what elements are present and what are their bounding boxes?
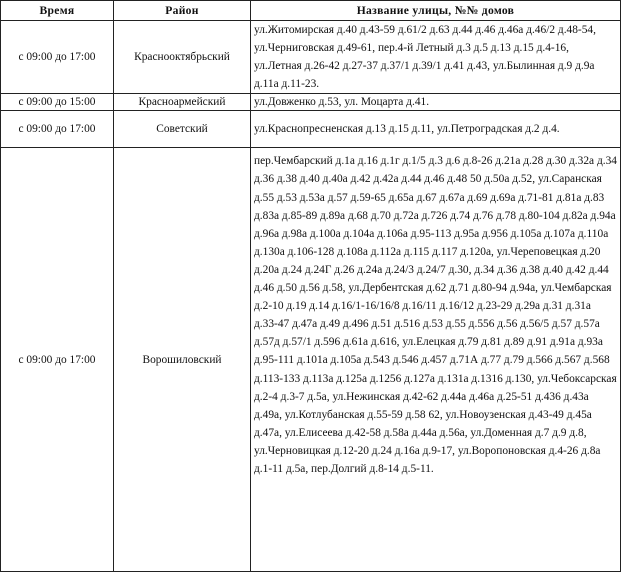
time-cell: с 09:00 до 17:00 <box>1 21 114 94</box>
table-row <box>1 148 621 572</box>
streets-cell: пер.Чембарский д.1а д.16 д.1г д.1/5 д.3 д.6 д.8-26 д.21а д.28 д.30 д.32а д.34 д.36 д.38 д.40 д.40а д.42 д.42а д.44 д.46 д.48 50 д.50а д.52, ул.Саранская д.55 д.53 д.53а д.57 д.59-65 д.65а д.67 д.67а д.69 д.69а д.71-81 д.81а д.83 д.83а д.85-89 д.89а д.68 д.70 д.72а д.726 д.74 д.76 д.78 д.80-104 д.82а д.94а д.96а д.98а д.100а д.104а д.106а д.95-113 д.95а д.956 д.105а д.107а д.110а д.130а д.106-128 д.108а д.112а д.115 д.117 д.120а, ул.Череповецкая д.20 д.20а д.24 д.24Г д.26 д.24а д.24/3 д.24/7 д.30, д.34 д.36 д.38 д.40 д.42 д.44 д.46 д.50 д.56 д.58, ул.Дербентская д.62 д.71 д.80-94 д.94а, ул.Чембарская д.2-10 д.19 д.14 д.16/1-16/16/8 д.16/11 д.16/12 д.23-29 д.29а д.31 д.31а д.33-47 д.47а д.49 д.496 д.51 д.516 д.53 д.55 д.556 д.56 д.56/5 д.57 д.57а д.57д д.57/1 д.596 д.61а д.616, ул.Елецкая д.79 д.81 д.89 д.91 д.91а д.93а д.95-111 д.101а д.105а д.543 д.546 д.457 д.71А д.77 д.79 д.566 д.567 д.568 д.113-133 д.113а д.125а д.1256 д.127а д.131а д.1316 д.130, ул.Чебоксарская д.2-4 д.3-7 д.5а, ул.Нежинская д.42-62 д.44а д.46а д.25-51 д.436 д.43а д.49а, ул.Котлубанская д.55-59 д.58 62, ул.Новоузенская д.43-49 д.45а д.47а, ул.Елисеева д.42-58 д.58а д.44а д.56а, ул.Доменная д.7 д.9 д.8, ул.Черновицкая д.12-20 д.24 д.16а д.9-17, ул.Воропоновская д.4-26 д.8а д.1-11 д.5а, пер.Долгий д.8-14 д.5-11. <box>251 148 621 572</box>
district-cell: Краснооктябрьский <box>114 21 251 94</box>
time-cell: с 09:00 до 15:00 <box>1 94 114 111</box>
district-cell: Советский <box>114 111 251 148</box>
time-cell: с 09:00 до 17:00 <box>1 111 114 148</box>
table-row <box>1 111 621 148</box>
streets-cell: ул.Житомирская д.40 д.43-59 д.61/2 д.63 д.44 д.46 д.46а д.46/2 д.48-54, ул.Черниговская д.49-61, пер.4-й Летный д.3 д.5 д.13 д.15 д.4-16, ул.Летная д.26-42 д.27-37 д.37/1 д.39/1 д.41 д.43, ул.Былинная д.9 д.9а д.11а д.11-23. <box>251 21 621 94</box>
header-time: Время <box>1 1 114 21</box>
table-row <box>1 94 621 111</box>
time-cell: с 09:00 до 17:00 <box>1 148 114 572</box>
district-cell: Ворошиловский <box>114 148 251 572</box>
streets-cell: ул.Краснопресненская д.13 д.15 д.11, ул.Петроградская д.2 д.4. <box>251 111 621 148</box>
streets-cell: ул.Довженко д.53, ул. Моцарта д.41. <box>251 94 621 111</box>
table-header-row <box>1 1 621 21</box>
district-cell: Красноармейский <box>114 94 251 111</box>
header-streets: Название улицы, №№ домов <box>251 1 621 21</box>
header-district: Район <box>114 1 251 21</box>
table-row <box>1 21 621 94</box>
